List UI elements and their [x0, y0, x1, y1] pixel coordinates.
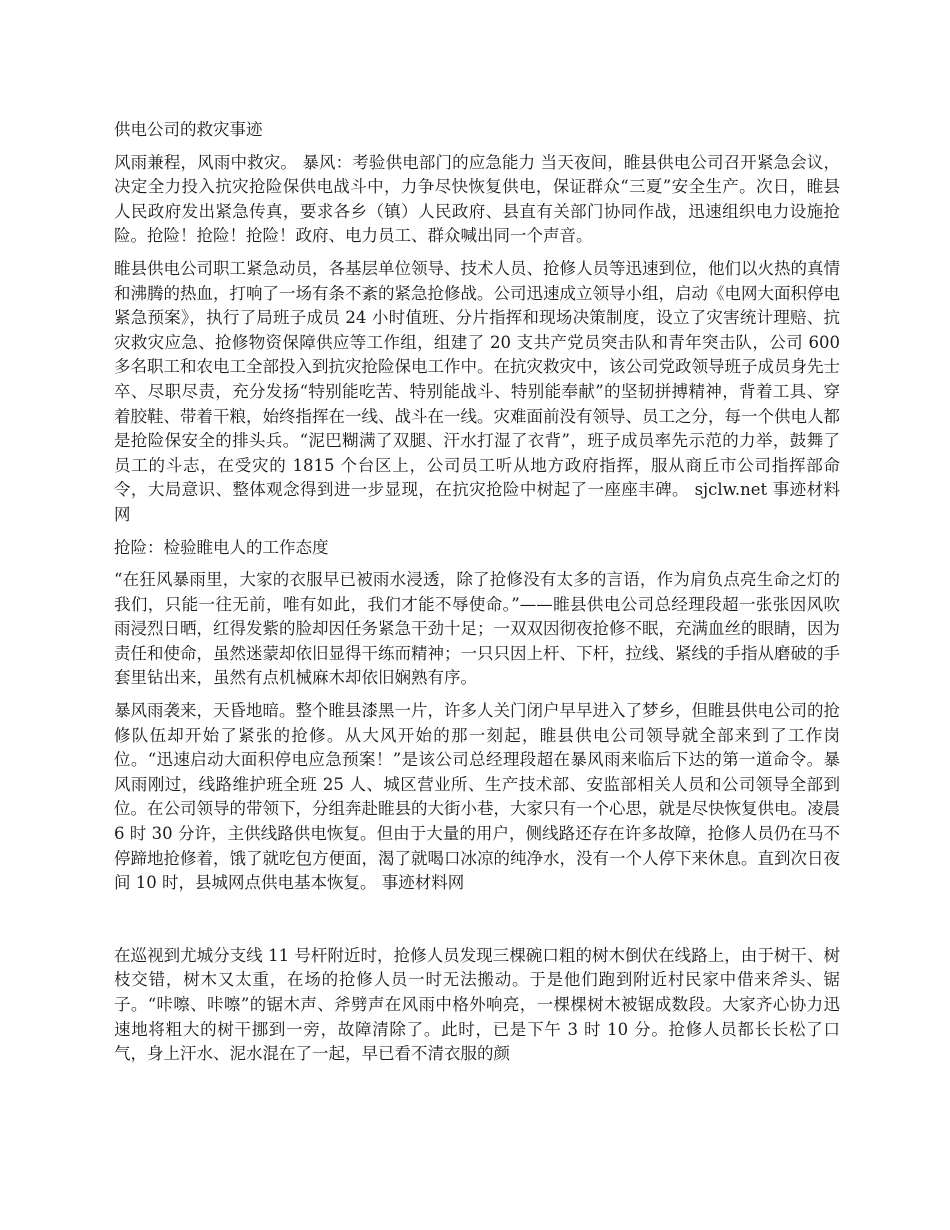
- paragraph-mobilization: 睢县供电公司职工紧急动员，各基层单位领导、技术人员、抢修人员等迅速到位，他们以火热的真情和沸腾的热血，打响了一场有条不紊的紧急抢修战。公司迅速成立领导小组，启动《电网大面积停电紧急预案》，执行了局班子成员 24 小时值班、分片指挥和现场决策制度，设立了灾害统计理赔、抗灾救灾应急、抢修物资保障供应等工作组，组建了 20 支共产党员突击队和青年突击队，公司 600 多名职工和农电工全部投入到抗灾抢险保电工作中。在抗灾救灾中，该公司党政领导班子成员身先士卒、尽职尽责，充分发扬“特别能吃苦、特别能战斗、特别能奉献”的坚韧拼搏精神，背着工具、穿着胶鞋、带着干粮，始终指挥在一线、战斗在一线。灾难面前没有领导、员工之分，每一个供电人都是抢险保安全的排头兵。“泥巴糊满了双腿、汗水打湿了衣背”，班子成员率先示范的力举，鼓舞了员工的斗志，在受灾的 1815 个台区上，公司员工听从地方政府指挥，服从商丘市公司指挥部命令，大局意识、整体观念得到进一步显现，在抗灾抢险中树起了一座座丰碑。 sjclw.net 事迹材料网: [114, 258, 840, 524]
- paragraph-fallen-trees: 在巡视到尤城分支线 11 号杆附近时，抢修人员发现三棵碗口粗的树木倒伏在线路上，由于树干、树枝交错，树木又太重，在场的抢修人员一时无法搬动。于是他们跑到附近村民家中借来斧头、锯子。“咔嚓、咔嚓”的锯木声、斧劈声在风雨中格外响亮，一棵棵树木被锯成数段。大家齐心协力迅速地将粗大的树干挪到一旁，故障清除了。此时，已是下午 3 时 10 分。抢修人员都长长松了口气，身上汗水、泥水混在了一起，早已看不清衣服的颜: [114, 945, 840, 1064]
- paragraph-storm-night-repair: 暴风雨袭来，天昏地暗。整个睢县漆黑一片，许多人关门闭户早早进入了梦乡，但睢县供电公司的抢修队伍却开始了紧张的抢修。从大风开始的那一刻起，睢县供电公司领导就全部来到了工作岗位。“迅速启动大面积停电应急预案！”是该公司总经理段超在暴风雨来临后下达的第一道命令。暴风雨刚过，线路维护班全班 25 人、城区营业所、生产技术部、安监部相关人员和公司领导全部到位。在公司领导的带领下，分组奔赴睢县的大街小巷，大家只有一个心思，就是尽快恢复供电。凌晨 6 时 30 分许，主供线路供电恢复。但由于大量的用户，侧线路还存在许多故障，抢修人员仍在马不停蹄地抢修着，饿了就吃包方便面，渴了就喝口冰凉的纯净水，没有一个人停下来休息。直到次日夜间 10 时，县城网点供电基本恢复。 事迹材料网: [114, 701, 840, 893]
- document-title: 供电公司的救灾事迹: [114, 120, 263, 139]
- paragraph-storm-emergency: 风雨兼程，风雨中救灾。 暴风：考验供电部门的应急能力 当天夜间，睢县供电公司召开紧急会议，决定全力投入抗灾抢险保供电战斗中，力争尽快恢复供电，保证群众“三夏”安全生产。次日，睢县人民政府发出紧急传真，要求各乡（镇）人民政府、县直有关部门协同作战，迅速组织电力设施抢险。抢险！抢险！抢险！政府、电力员工、群众喊出同一个声音。: [114, 152, 840, 246]
- paragraph-spacer: [114, 904, 840, 944]
- paragraph-general-manager-quote: “在狂风暴雨里，大家的衣服早已被雨水浸透，除了抢修没有太多的言语，作为肩负点亮生命之灯的我们，只能一往无前，唯有如此，我们才能不辱使命。”——睢县供电公司总经理段超一张张因风吹雨浸烈日晒，红得发紫的脸却因任务紧急干劲十足；一双双因彻夜抢修不眠，充满血丝的眼睛，因为责任和使命，虽然迷蒙却依旧显得干练而精神；一只只因上杆、下杆，拉线、紧线的手指从磨破的手套里钻出来，虽然有点机械麻木却依旧娴熟有序。: [114, 570, 840, 688]
- section-heading-rescue-attitude: 抢险：检验睢电人的工作态度: [114, 537, 329, 557]
- document-body: [114, 118, 840, 1075]
